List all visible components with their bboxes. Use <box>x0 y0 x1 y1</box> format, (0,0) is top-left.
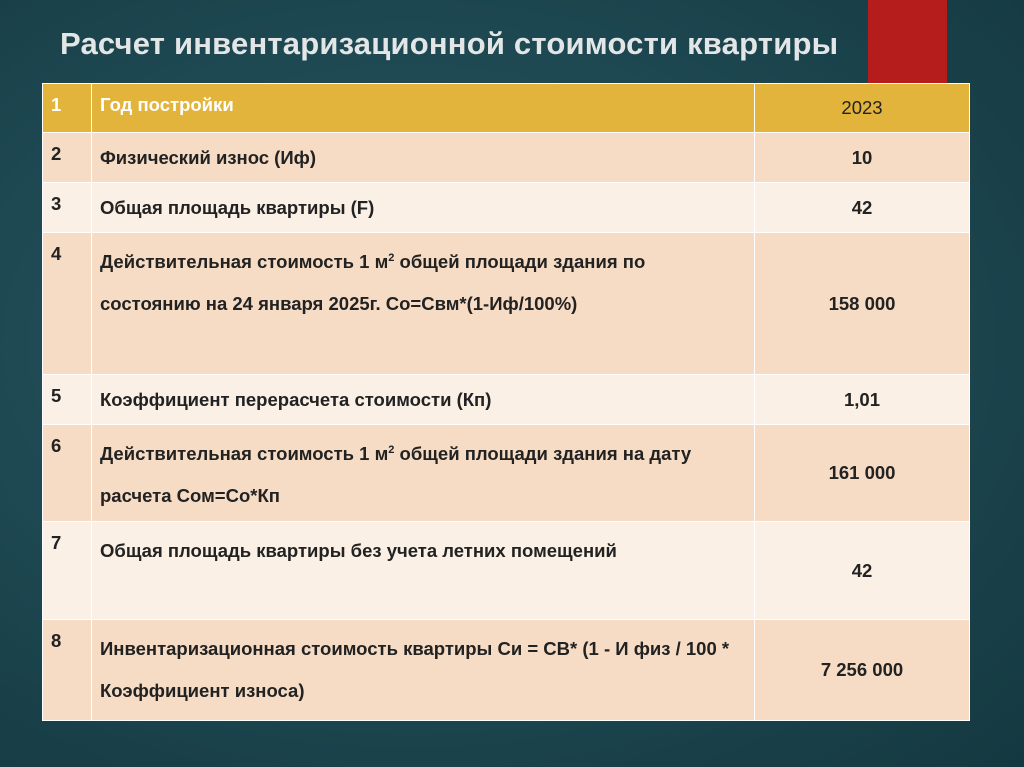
calculation-table <box>42 83 970 721</box>
superscript-2: 2 <box>388 251 395 264</box>
row-value: 161 000 <box>755 425 970 522</box>
row-value: 7 256 000 <box>755 620 970 721</box>
row-label-text: общей площади здания на дату расчета Сом=Со*Кп <box>100 443 692 506</box>
table-row <box>43 522 970 620</box>
row-number: 6 <box>43 425 92 522</box>
row-value: 158 000 <box>755 233 970 375</box>
row-value: 1,01 <box>755 375 970 425</box>
row-label <box>92 233 755 375</box>
row-label: Год постройки <box>92 84 755 133</box>
row-label: Общая площадь квартиры (F) <box>92 183 755 233</box>
row-value: 2023 <box>755 84 970 133</box>
row-label <box>92 425 755 522</box>
superscript-2: 2 <box>388 443 395 456</box>
row-label: Физический износ (Иф) <box>92 133 755 183</box>
row-label-text: Действительная стоимость 1 м <box>100 443 389 464</box>
table-row <box>43 84 970 133</box>
row-label-text: общей площади здания по состоянию на 24 января 2025г. Со=Свм*(1-Иф/100%) <box>100 251 646 314</box>
table-row <box>43 425 970 522</box>
row-number: 5 <box>43 375 92 425</box>
row-value: 42 <box>755 522 970 620</box>
row-number: 2 <box>43 133 92 183</box>
accent-bar <box>868 0 947 84</box>
row-number: 4 <box>43 233 92 375</box>
row-label-text: Действительная стоимость 1 м <box>100 251 389 272</box>
row-label: Инвентаризационная стоимость квартиры Си = СВ* (1 - И физ / 100 * Коэффициент износа) <box>92 620 755 721</box>
row-label: Коэффициент перерасчета стоимости (Кп) <box>92 375 755 425</box>
row-value: 42 <box>755 183 970 233</box>
slide-title: Расчет инвентаризационной стоимости квартиры <box>60 26 839 61</box>
row-label: Общая площадь квартиры без учета летних помещений <box>92 522 755 620</box>
table-row <box>43 133 970 183</box>
table-row <box>43 183 970 233</box>
row-value: 10 <box>755 133 970 183</box>
table-row <box>43 233 970 375</box>
table-row <box>43 620 970 721</box>
row-number: 1 <box>43 84 92 133</box>
table-row <box>43 375 970 425</box>
row-number: 3 <box>43 183 92 233</box>
row-number: 7 <box>43 522 92 620</box>
row-number: 8 <box>43 620 92 721</box>
